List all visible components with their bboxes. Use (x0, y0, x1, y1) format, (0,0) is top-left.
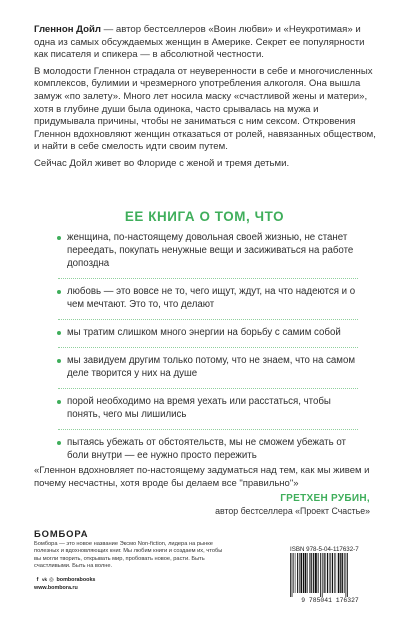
barcode-bar (295, 553, 296, 593)
barcode-bar (342, 553, 343, 593)
isbn: ISBN 978-5-04-117632-7 (290, 546, 359, 553)
bullet-dot-icon (57, 359, 61, 363)
list-item-text: мы завидуем другим только потому, что не знаем, что на самом деле творится у них на душе (67, 355, 356, 379)
publisher-description: Бомбора — это новое название Эксмо Non-fiction, лидера на рынке полезных и вдохновляющих книг. Мы любим книги и создаем их, чтобы вы могли творить, открывать мир, пробовать новое, расти. Быть счастливыми. Быть на волне. (34, 541, 223, 570)
barcode-bar (336, 553, 337, 593)
bullet-dot-icon (57, 400, 61, 404)
barcode-bar (309, 553, 310, 593)
list-item (58, 326, 358, 348)
list-item-text: пытаясь убежать от обстоятельств, мы не сможем убежать от боли внутри — ее нужно просто пережить (67, 437, 346, 461)
list-item (58, 354, 358, 389)
barcode-bar (326, 553, 327, 593)
barcode-bar (303, 553, 304, 593)
bio-paragraph-3: Сейчас Дойл живет во Флориде с женой и тремя детьми. (34, 157, 290, 169)
barcode-bar (329, 553, 330, 593)
quote-author: ГРЕТХЕН РУБИН, (280, 493, 370, 504)
barcode-bar (332, 553, 333, 593)
barcode-bar (320, 553, 321, 597)
facebook-icon[interactable]: f (36, 577, 39, 583)
barcode-bar (338, 553, 340, 593)
social-links (34, 577, 95, 583)
list-item (58, 395, 358, 430)
barcode-bar (330, 553, 331, 593)
barcode-bar (316, 553, 317, 593)
barcode-bar (311, 553, 312, 593)
bullet-dot-icon (57, 290, 61, 294)
barcode-bar (346, 553, 347, 597)
list-item-text: женщина, по-настоящему довольная своей жизнью, не станет переедать, покупать ненужные вещи и засиживаться на работе допоздна (67, 232, 354, 269)
barcode-bar (334, 553, 335, 593)
barcode-bar (344, 553, 345, 593)
vk-icon[interactable]: vk (41, 577, 48, 582)
barcode-bar (297, 553, 298, 593)
barcode-bar (290, 553, 291, 597)
bullet-dot-icon (57, 236, 61, 240)
list-item-text: любовь — это вовсе не то, чего ищут, ждут, на что надеются и о чем мечтают. Это то, что делают (67, 286, 356, 310)
author-name: Гленнон Дойл (34, 24, 101, 35)
quote-author-role: автор бестселлера «Проект Счастье» (215, 506, 370, 516)
barcode-bar (347, 553, 348, 597)
barcode-bar (322, 553, 323, 597)
barcode-bar (318, 553, 319, 593)
barcode-number: 9 785041 176327 (301, 597, 359, 604)
bullet-dot-icon (57, 441, 61, 445)
barcode (289, 553, 369, 597)
barcode-bar (292, 553, 293, 597)
list-item (58, 285, 358, 320)
instagram-icon[interactable]: ◎ (49, 577, 54, 583)
bullet-dot-icon (57, 331, 61, 335)
barcode-bar (315, 553, 316, 593)
barcode-bar (301, 553, 303, 593)
list-item (58, 231, 358, 279)
list-item-text: порой необходимо на время уехать или расстаться, чтобы понять, чего мы лишились (67, 396, 331, 420)
bio-paragraph-1 (34, 24, 376, 62)
publisher-logo: БОМБОРА (34, 528, 89, 539)
social-handle[interactable]: bomborabooks (56, 577, 96, 583)
list-item-text: мы тратим слишком много энергии на борьбу с самим собой (67, 327, 341, 338)
author-bio (34, 24, 376, 171)
bio-paragraph-1-text: — автор бестселлеров «Воин любви» и «Неукротимая» и одна из самых обсуждаемых женщин в Америке. Секрет ее популярности как писателя и спикера — в абсолютной честности. (34, 24, 365, 61)
barcode-bar (305, 553, 307, 593)
barcode-bar (313, 553, 314, 593)
barcode-bar (324, 553, 325, 593)
section-title: ЕЕ КНИГА О ТОМ, ЧТО (124, 209, 285, 224)
barcode-bar (299, 553, 300, 593)
barcode-bar (327, 553, 328, 593)
barcode-bar (293, 553, 294, 593)
barcode-bar (340, 553, 341, 593)
bio-paragraph-2: В молодости Гленнон страдала от неуверенности в себе и многочисленных комплексов, булимии и чрезмерного употребления алкоголя. Она вышла замуж «по залету». Много лет носила маску «счастливой жены и матери», хотя в глубине души была одинока, часто срывалась на мужа и придумывала причины, чтобы не заниматься с ним сексом. Откровения Гленнон вдохновляют женщин отказаться от ролей, навязанных обществом, и найти в себе смелость идти своим путем. (34, 65, 376, 153)
publisher-website[interactable]: www.bombora.ru (34, 585, 78, 591)
book-points-list (58, 231, 358, 476)
barcode-bar (307, 553, 308, 593)
blurb-quote: «Гленнон вдохновляет по-настоящему задуматься над тем, как мы живем и почему несчастны, хотя вроде бы делаем все "правильно"» (34, 465, 370, 489)
